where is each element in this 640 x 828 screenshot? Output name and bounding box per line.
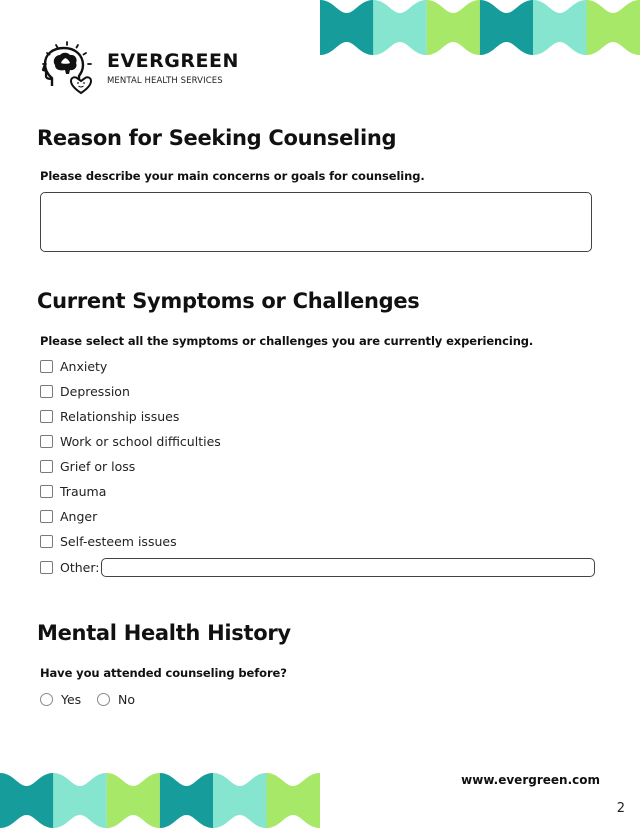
history-option-no[interactable] [97, 691, 135, 707]
reason-textarea[interactable] [40, 192, 592, 252]
radio-label: No [118, 691, 135, 707]
symptom-label: Trauma [60, 483, 107, 499]
footer-website: www.evergreen.com [461, 773, 600, 787]
wave-pattern-icon [0, 773, 320, 828]
radio-label: Yes [61, 691, 82, 707]
symptom-option-anger[interactable] [40, 508, 97, 524]
radio-button[interactable] [97, 693, 110, 706]
symptom-label: Relationship issues [60, 408, 180, 424]
symptoms-prompt: Please select all the symptoms or challenges you are currently experiencing. [40, 334, 534, 348]
symptom-label: Other: [60, 559, 100, 575]
checkbox[interactable] [40, 485, 53, 498]
section-title-symptoms: Current Symptoms or Challenges [37, 289, 420, 313]
symptom-option-self-esteem[interactable] [40, 533, 177, 549]
symptom-option-relationship[interactable] [40, 408, 179, 424]
brand-subtitle: MENTAL HEALTH SERVICES [107, 76, 223, 86]
symptom-label: Self-esteem issues [60, 533, 177, 549]
checkbox[interactable] [40, 460, 53, 473]
checkbox[interactable] [40, 385, 53, 398]
checkbox[interactable] [40, 435, 53, 448]
checkbox[interactable] [40, 561, 53, 574]
page-number: 2 [616, 801, 625, 816]
section-title-history: Mental Health History [37, 621, 291, 645]
history-option-yes[interactable] [40, 691, 81, 707]
symptom-option-work-school[interactable] [40, 433, 221, 449]
top-wave-decoration [320, 0, 640, 55]
symptom-option-depression[interactable] [40, 383, 130, 399]
checkbox[interactable] [40, 535, 53, 548]
brand-name: EVERGREEN [107, 50, 239, 72]
section-title-reason: Reason for Seeking Counseling [37, 126, 397, 150]
checkbox[interactable] [40, 510, 53, 523]
radio-button[interactable] [40, 693, 53, 706]
symptom-label: Depression [60, 383, 130, 399]
brand-logo [40, 40, 240, 98]
symptom-option-trauma[interactable] [40, 483, 106, 499]
symptom-option-grief[interactable] [40, 458, 135, 474]
symptom-label: Grief or loss [60, 458, 136, 474]
head-with-heart-icon [40, 40, 96, 96]
symptom-option-anxiety[interactable] [40, 358, 107, 374]
checkbox[interactable] [40, 360, 53, 373]
symptom-label: Anger [60, 508, 98, 524]
bottom-wave-decoration [0, 773, 320, 828]
other-symptom-input[interactable] [101, 558, 595, 577]
symptom-label: Anxiety [60, 358, 108, 374]
symptom-option-other[interactable] [40, 559, 99, 575]
symptom-label: Work or school difficulties [60, 433, 221, 449]
checkbox[interactable] [40, 410, 53, 423]
history-prompt: Have you attended counseling before? [40, 666, 287, 680]
reason-prompt: Please describe your main concerns or goals for counseling. [40, 169, 425, 183]
wave-pattern-icon [320, 0, 640, 55]
